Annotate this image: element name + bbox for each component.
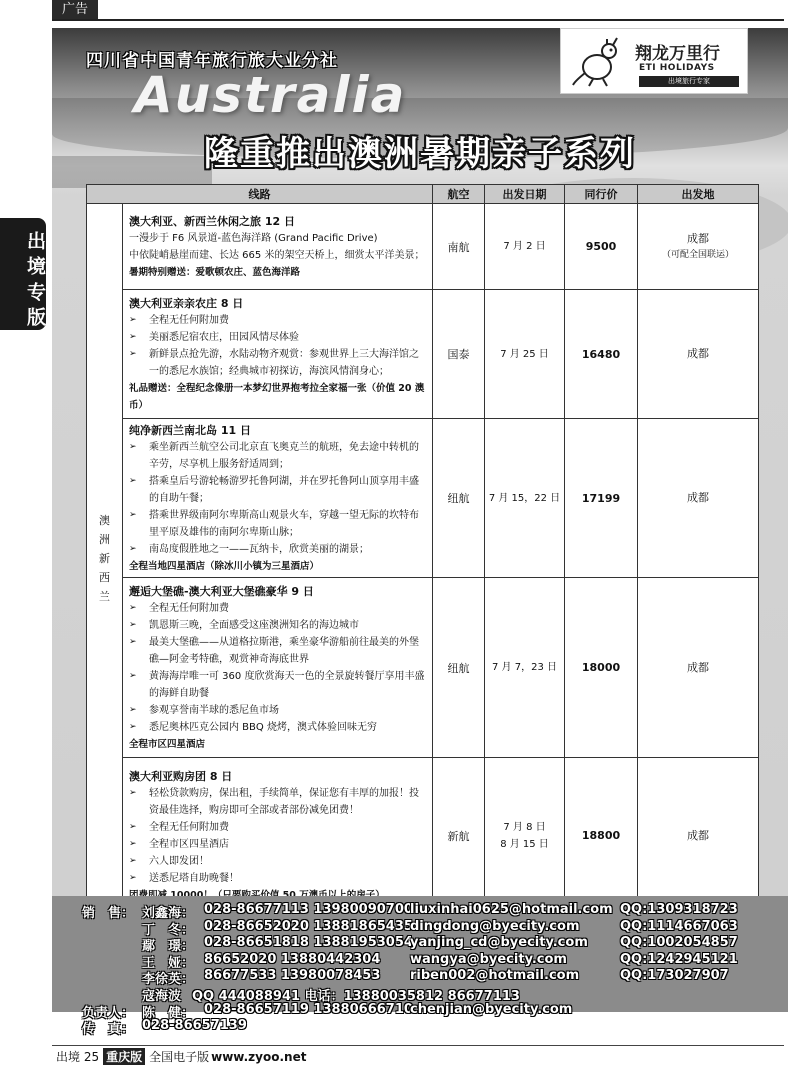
route-detail — [129, 600, 426, 617]
bullet-arrow-icon: ➢ — [129, 315, 137, 325]
route-title: 澳大利亚购房团 8 日 — [129, 770, 233, 783]
price-cell: 18800 — [565, 758, 638, 914]
contact-phone[interactable]: 86652020 13880442304 — [204, 951, 381, 967]
website-link[interactable]: www.zyoo.net — [211, 1049, 307, 1064]
side-tab-char: 出 — [24, 230, 46, 250]
contact-email[interactable]: wangya@byecity.com — [410, 951, 567, 967]
date-cell — [485, 290, 565, 419]
contact-name: 陈 健： — [142, 1005, 195, 1021]
route-detail — [129, 439, 426, 473]
date-cell — [485, 578, 565, 758]
contact-qq: QQ:1309318723 — [620, 902, 738, 917]
departure-date: 7 月 15，22 日 — [488, 492, 561, 504]
contact-email[interactable]: dingdong@byecity.com — [410, 918, 580, 934]
contact-name: 刘鑫海： — [142, 906, 195, 921]
airline-cell: 纽航 — [433, 578, 485, 758]
route-detail — [129, 785, 426, 819]
date-cell — [485, 758, 565, 914]
depart-cell — [638, 758, 759, 914]
kangaroo-logo-icon — [571, 37, 627, 87]
table-row — [87, 290, 759, 419]
contact-email[interactable]: chenjian@byecity.com — [410, 1001, 573, 1017]
depart-city: 成都 — [687, 491, 709, 504]
airline-cell: 南航 — [433, 204, 485, 290]
departure-date: 7 月 7，23 日 — [492, 662, 557, 673]
bottom-rule — [52, 1045, 784, 1046]
route-cell — [123, 578, 433, 758]
section-side-tab — [0, 218, 46, 330]
bullet-arrow-icon: ➢ — [129, 442, 137, 452]
route-title: 澳大利亚、新西兰休闲之旅 12 日 — [129, 215, 295, 228]
route-detail-text: 全程无任何附加费 — [149, 315, 229, 326]
route-detail — [129, 819, 426, 836]
route-detail-text: 全程无任何附加费 — [149, 603, 229, 614]
contact-name: 鄢 璟： — [142, 939, 195, 955]
route-detail-text: 搭乘皇后号游轮畅游罗托鲁阿湖，并在罗托鲁阿山顶享用丰盛的自助午餐； — [149, 476, 419, 504]
route-detail-text: 参观享誉南半球的悉尼鱼市场 — [149, 705, 279, 716]
route-note: 全程当地四星酒店（除冰川小镇为三星酒店） — [129, 561, 320, 572]
region-char: 兰 — [99, 590, 110, 603]
route-cell — [123, 290, 433, 419]
price-cell: 18000 — [565, 578, 638, 758]
page-footer — [56, 1048, 306, 1065]
contact-phone[interactable]: 028-86657119 13880666710 — [204, 1001, 413, 1017]
contact-phone[interactable]: 028-86652020 13881865435 — [204, 918, 413, 934]
route-detail-text: 南岛度假胜地之一——瓦纳卡，欣赏美丽的湖景； — [149, 544, 369, 555]
hero-word: Australia — [134, 66, 407, 124]
route-table — [86, 184, 759, 914]
edition-badge: 重庆版 — [103, 1048, 145, 1065]
route-note: 暑期特别赠送：爱歌顿农庄、蓝色海洋路 — [129, 267, 301, 278]
contact-role: 销 售： — [82, 906, 135, 921]
departure-date: 7 月 8 日 — [503, 821, 546, 833]
contact-email[interactable]: riben002@hotmail.com — [410, 968, 580, 984]
contact-phone[interactable]: 028-86657139 — [142, 1018, 247, 1034]
contact-email[interactable]: liuxinhai0625@hotmail.com — [410, 902, 613, 917]
route-detail — [129, 541, 426, 558]
route-title: 纯净新西兰南北岛 11 日 — [129, 424, 251, 437]
contact-qq: QQ:1114667063 — [620, 918, 738, 934]
headline: 隆重推出澳洲暑期亲子系列 — [204, 134, 636, 174]
top-rule — [52, 19, 784, 21]
header-date: 出发日期 — [485, 185, 565, 204]
region-cell — [87, 204, 123, 914]
route-detail-text: 一漫步于 F6 风景道-蓝色海洋路 (Grand Pacific Drive) — [129, 233, 378, 244]
route-detail — [129, 836, 426, 853]
price-cell: 16480 — [565, 290, 638, 419]
bullet-arrow-icon: ➢ — [129, 856, 137, 866]
depart-cell — [638, 578, 759, 758]
bullet-arrow-icon: ➢ — [129, 476, 137, 486]
route-detail-text: 悉尼奥林匹克公园内 BBQ 烧烤，澳式体验回味无穷 — [149, 722, 377, 733]
header-airline: 航空 — [433, 185, 485, 204]
bullet-arrow-icon: ➢ — [129, 705, 137, 715]
table-header-row — [87, 185, 759, 204]
route-detail-text: 轻松贷款购房，保出租，手续简单，保证您有丰厚的加报！投资最佳选择，购房即可全部或者部份减免团费！ — [149, 788, 419, 816]
contact-section — [52, 896, 788, 1038]
side-tab-char: 专 — [24, 281, 46, 301]
bullet-arrow-icon: ➢ — [129, 822, 137, 832]
contact-name: 王 娅： — [142, 955, 195, 971]
depart-note: （可配全国联运） — [661, 249, 734, 260]
route-detail-text: 六人即发团！ — [149, 856, 209, 867]
departure-date: 7 月 25 日 — [500, 348, 549, 360]
route-detail-text: 凯恩斯三晚，全面感受这座澳洲知名的海边城市 — [149, 620, 359, 631]
region-char: 西 — [99, 571, 110, 584]
date-cell — [485, 204, 565, 290]
route-note: 礼品赠送：全程纪念像册一本梦幻世界抱考拉全家福一张（价值 20 澳币） — [129, 383, 425, 411]
route-detail — [129, 473, 426, 507]
route-cell — [123, 419, 433, 578]
route-detail — [129, 668, 426, 702]
header-price: 同行价 — [565, 185, 638, 204]
date-cell — [485, 419, 565, 578]
bullet-arrow-icon: ➢ — [129, 332, 137, 342]
table-row — [87, 758, 759, 914]
header-route: 线路 — [87, 185, 433, 204]
route-title: 澳大利亚亲亲农庄 8 日 — [129, 297, 244, 310]
bullet-arrow-icon: ➢ — [129, 839, 137, 849]
depart-city: 成都 — [687, 660, 709, 674]
contact-name: 丁 冬： — [142, 922, 195, 938]
bullet-arrow-icon: ➢ — [129, 637, 137, 647]
departure-date: 8 月 15 日 — [500, 838, 549, 850]
route-detail — [129, 617, 426, 634]
price-cell: 9500 — [565, 204, 638, 290]
page-number: 出境 25 — [56, 1050, 100, 1064]
header-depart: 出发地 — [638, 185, 759, 204]
table-row — [87, 578, 759, 758]
route-detail-text: 美丽悉尼宿农庄，田园风情尽体验 — [149, 332, 299, 343]
ad-panel — [52, 28, 788, 1012]
contact-phone[interactable]: 028-86651818 13881953054 — [204, 935, 413, 951]
contact-name: 寇海波 — [142, 989, 182, 1004]
contact-qq: QQ:1242945121 — [620, 951, 738, 967]
route-detail-text: 黄海海岸唯一可 360 度欣赏海天一色的全景旋转餐厅享用丰盛的海鲜自助餐 — [149, 671, 425, 699]
bullet-arrow-icon: ➢ — [129, 788, 137, 798]
depart-cell — [638, 204, 759, 290]
route-detail — [129, 870, 426, 887]
contact-qq: QQ:1002054857 — [620, 935, 738, 951]
route-detail-text: 最美大堡礁——从道格拉斯港，乘坐豪华游船前往最美的外堡礁—阿金考特礁，观赏神奇海底世界 — [149, 637, 419, 665]
route-detail-text: 送悉尼塔自助晚餐！ — [149, 873, 239, 884]
route-detail — [129, 507, 426, 541]
route-cell — [123, 758, 433, 914]
contact-phone[interactable]: 028-86677113 13980090700 — [204, 902, 413, 917]
route-detail — [129, 329, 426, 346]
depart-cell — [638, 290, 759, 419]
route-detail-text: 乘坐新西兰航空公司北京直飞奥克兰的航班，免去途中转机的辛劳，尽享机上服务舒适周到； — [149, 442, 419, 470]
table-row — [87, 204, 759, 290]
logo-english: ETI HOLIDAYS — [639, 63, 715, 73]
route-detail — [129, 719, 426, 736]
depart-city: 成都 — [687, 828, 709, 842]
side-tab-char: 版 — [24, 307, 46, 327]
depart-city: 成都 — [687, 231, 709, 245]
airline-cell: 新航 — [433, 758, 485, 914]
contact-phone[interactable]: 86677533 13980078453 — [204, 968, 381, 984]
bullet-arrow-icon: ➢ — [129, 603, 137, 613]
route-detail — [129, 346, 426, 380]
side-tab-char: 境 — [24, 256, 46, 276]
agency-logo — [560, 28, 748, 94]
contact-email[interactable]: yanjing_cd@byecity.com — [410, 935, 588, 951]
route-detail-text: 中依陡峭悬崖而建、长达 665 米的架空天桥上，细赏太平洋美景； — [129, 250, 425, 261]
route-detail-text: 新鲜景点抢先游，水陆动物齐观赏：参观世界上三大海洋馆之一的悉尼水族馆；经典城市初探访，海滨风情润身心； — [149, 349, 419, 377]
table-row — [87, 419, 759, 578]
route-detail-text: 搭乘世界级南阿尔卑斯高山观景火车，穿越一望无际的坎特布里平原及雄伟的南阿尔卑斯山脉； — [149, 510, 419, 538]
bullet-arrow-icon: ➢ — [129, 671, 137, 681]
route-detail — [129, 230, 426, 247]
edition-text: 全国电子版 — [149, 1050, 210, 1064]
contact-name: 李徐英： — [142, 972, 195, 988]
bullet-arrow-icon: ➢ — [129, 620, 137, 630]
route-detail — [129, 702, 426, 719]
bullet-arrow-icon: ➢ — [129, 873, 137, 883]
route-detail — [129, 312, 426, 329]
contact-role: 负责人： — [82, 1005, 135, 1021]
bullet-arrow-icon: ➢ — [129, 510, 137, 520]
region-char: 洲 — [99, 533, 110, 546]
logo-tagline: 出境旅行专家 — [639, 76, 739, 87]
region-char: 新 — [99, 552, 110, 565]
depart-city: 成都 — [687, 347, 709, 360]
route-note: 全程市区四星酒店 — [129, 739, 206, 750]
route-detail — [129, 634, 426, 668]
airline-cell: 国泰 — [433, 290, 485, 419]
bullet-arrow-icon: ➢ — [129, 722, 137, 732]
ad-tag: 广告 — [52, 0, 98, 20]
price-cell: 17199 — [565, 419, 638, 578]
route-detail-text: 全程市区四星酒店 — [149, 839, 229, 850]
route-title: 邂逅大堡礁-澳大利亚大堡礁豪华 9 日 — [129, 585, 314, 598]
route-cell — [123, 204, 433, 290]
company-name: 四川省中国青年旅行旅大业分社 — [86, 51, 338, 71]
route-detail — [129, 247, 426, 264]
depart-cell — [638, 419, 759, 578]
bullet-arrow-icon: ➢ — [129, 349, 137, 359]
contact-qq: QQ:173027907 — [620, 968, 729, 984]
logo-text: 翔龙万里行 — [635, 44, 720, 64]
contact-phone[interactable]: QQ 444088941 电话：13880035812 86677113 — [192, 989, 520, 1004]
departure-date: 7 月 2 日 — [503, 241, 546, 252]
contact-role: 传 真： — [82, 1022, 135, 1038]
route-detail-text: 全程无任何附加费 — [149, 822, 229, 833]
route-detail — [129, 853, 426, 870]
airline-cell: 纽航 — [433, 419, 485, 578]
region-char: 澳 — [99, 514, 110, 527]
bullet-arrow-icon: ➢ — [129, 544, 137, 554]
